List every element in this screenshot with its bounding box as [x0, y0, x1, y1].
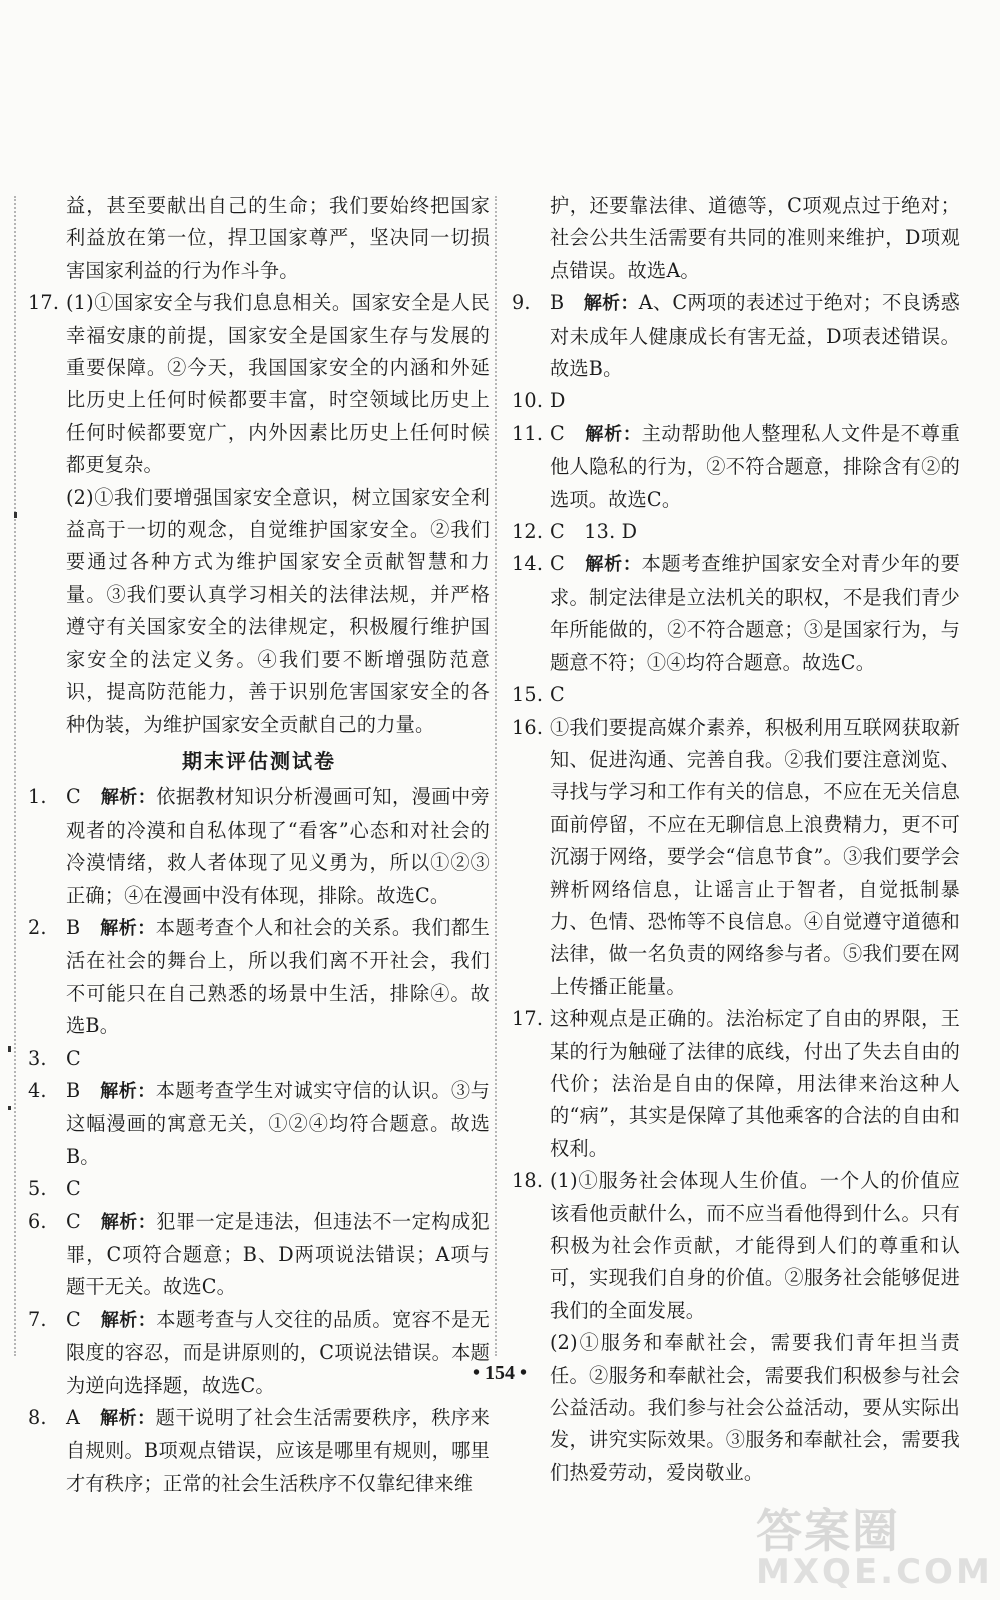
left-margin-dots — [14, 196, 16, 1356]
analysis-label: 解析： — [100, 1408, 156, 1430]
question-number: 15. — [512, 683, 544, 707]
answer-choice: C — [66, 1046, 81, 1070]
analysis-label: 解析： — [100, 1211, 157, 1233]
answer-choice: B — [550, 291, 565, 315]
answer-item — [512, 516, 960, 548]
answer-text: (1)①服务社会体现人生价值。一个人的价值应该看他贡献什么，而不应当看他得到什么。只有积极为社会作贡献，才能得到人们的尊重和认可，实现我们自身的价值。②服务社会能够促进我们的全面发展。 — [550, 1169, 960, 1322]
analysis-text: 本题考查个人和社会的关系。我们都生活在社会的舞台上，所以我们离不开社会，我们不可能只在自己熟悉的场景中生活，排除④。故选B。 — [66, 915, 490, 1038]
answer-choice: C — [550, 421, 565, 445]
answer-text: 益，甚至要献出自己的生命；我们要始终把国家利益放在第一位，捍卫国家尊严，坚决同一切损害国家利益的行为作斗争。 — [66, 194, 490, 282]
scan-speck — [14, 512, 17, 518]
scan-speck — [8, 1106, 11, 1110]
question-number: 8. — [28, 1406, 47, 1430]
answer-item — [28, 1043, 490, 1075]
answer-item — [28, 1173, 490, 1205]
answer-item — [28, 1402, 490, 1500]
analysis-label: 解析： — [585, 554, 642, 576]
question-number: 3. — [28, 1046, 47, 1070]
answer-text: (2)①服务和奉献社会，需要我们青年担当责任。②服务和奉献社会，需要我们积极参与社会公益活动。我们参与社会公益活动，要从实际出发，讲究实际效果。③服务和奉献社会，需要我们热爱劳动，爱岗敬业。 — [550, 1331, 960, 1484]
answer-text: ①我们要提高媒介素养，积极利用互联网获取新知、促进沟通、完善自我。②我们要注意浏览、寻找与学习和工作有关的信息，不应在无关信息面前停留，不应在无聊信息上浪费精力，更不可沉溺于网络，要学会“信息节食”。③我们要学会辨析网络信息，让谣言止于智者，自觉抵制暴力、色情、恐怖等不良信息。④自觉遵守道德和法律，做一名负责的网络参与者。⑤我们要在网上传播正能量。 — [550, 715, 960, 998]
question-number: 2. — [28, 915, 47, 939]
analysis-text: 依据教材知识分析漫画可知，漫画中旁观者的冷漠和自私体现了“看客”心态和对社会的冷漠情绪，救人者体现了见义勇为，所以①②③正确；④在漫画中没有体现，排除。故选C。 — [66, 785, 490, 907]
analysis-text: 本题考查维护国家安全对青少年的要求。制定法律是立法机关的职权，不是我们青少年所能做的，②不符合题意；③是国家行为，与题意不符；①④均符合题意。故选C。 — [550, 552, 961, 674]
watermark-logo-text: 答案圈 — [756, 1504, 900, 1558]
question-number: 17. — [512, 1007, 544, 1031]
question-number: 14. — [512, 552, 544, 576]
page-number: • 154 • — [472, 1362, 527, 1384]
answer-17 — [28, 287, 490, 741]
answer-text: 护，还要靠法律、道德等，C项观点过于绝对；社会公共生活需要有共同的准则来维护，D项观点错误。故选A。 — [550, 194, 960, 282]
answer-item — [512, 287, 960, 385]
answer-18 — [512, 1165, 960, 1489]
answer-choice: D — [550, 389, 566, 413]
answer-text: (2)①我们要增强国家安全意识，树立国家安全利益高于一切的观念，自觉维护国家安全。②我们要通过各种方式为维护国家安全贡献智慧和力量。③我们要认真学习相关的法律法规，并严格遵守有关国家安全的法律规定，积极履行维护国家安全的法定义务。④我们要不断增强防范意识，提高防范能力，善于识别危害国家安全的各种伪装，为维护国家安全贡献自己的力量。 — [66, 485, 490, 736]
scan-speck — [8, 1046, 11, 1052]
answer-choice: C 13. D — [550, 520, 638, 544]
question-number: 1. — [28, 785, 47, 809]
column-divider — [495, 196, 497, 1356]
answer-choice: C — [550, 683, 565, 707]
analysis-label: 解析： — [100, 917, 156, 939]
answer-item — [512, 385, 960, 417]
watermark-url: MXQE.COM — [756, 1552, 993, 1592]
question-number: 9. — [512, 291, 531, 315]
answer-8-continued — [512, 190, 960, 287]
answer-text: (1)①国家安全与我们息息相关。国家安全是人民幸福安康的前提，国家安全是国家生存与发展的重要保障。②今天，我国国家安全的内涵和外延比历史上任何时候都要丰富，时空领域比历史上任何时候都要宽广，内外因素比历史上任何时候都更复杂。 — [66, 291, 490, 477]
answer-item — [512, 418, 960, 516]
answer-item — [512, 548, 960, 679]
analysis-label: 解析： — [100, 1309, 157, 1331]
question-number: 16. — [512, 715, 544, 739]
question-number: 5. — [28, 1177, 47, 1201]
answer-choice: B — [66, 1078, 81, 1102]
analysis-text: 本题考查与人交往的品质。宽容不是无限度的容忍，而是讲原则的，C项说法错误。本题为逆向选择题，故选C。 — [66, 1307, 490, 1397]
analysis-text: 题干说明了社会生活需要秩序，秩序来自规则。B项观点错误，应该是哪里有规则，哪里才有秩序；正常的社会生活秩序不仅靠纪律来维 — [66, 1406, 490, 1495]
answer-choice: C — [66, 785, 81, 809]
question-number: 12. — [512, 520, 544, 544]
right-column — [512, 190, 960, 1489]
answer-choice: B — [66, 915, 81, 939]
analysis-label: 解析： — [100, 787, 157, 809]
answer-item — [28, 1304, 490, 1402]
question-number: 18. — [512, 1169, 544, 1193]
answer-item — [28, 912, 490, 1043]
analysis-text: A、C两项的表述过于绝对；不良诱惑对未成年人健康成长有害无益，D项表述错误。故选B。 — [550, 291, 961, 381]
answer-choice: C — [66, 1209, 81, 1233]
question-number: 10. — [512, 389, 544, 413]
answer-item — [512, 712, 960, 1004]
answer-item — [28, 1075, 490, 1173]
answer-item — [512, 1003, 960, 1165]
analysis-text: 本题考查学生对诚实守信的认识。③与这幅漫画的寓意无关，①②④均符合题意。故选B。 — [66, 1078, 490, 1168]
section-title: 期末评估测试卷 — [182, 748, 336, 773]
left-column — [28, 190, 490, 1500]
answer-choice: C — [550, 552, 565, 576]
question-number: 11. — [512, 421, 544, 445]
answer-choice: C — [66, 1177, 81, 1201]
answer-item — [512, 679, 960, 711]
answer-choice: C — [66, 1307, 81, 1331]
question-number: 6. — [28, 1209, 47, 1233]
analysis-label: 解析： — [583, 293, 639, 315]
answer-choice: A — [66, 1406, 81, 1430]
answer-item — [28, 781, 490, 912]
question-number: 7. — [28, 1307, 47, 1331]
site-watermark — [756, 1504, 993, 1592]
question-number: 4. — [28, 1078, 47, 1102]
analysis-text: 犯罪一定是违法，但违法不一定构成犯罪，C项符合题意；B、D两项说法错误；A项与题干无关。故选C。 — [66, 1209, 490, 1299]
answer-item — [28, 1206, 490, 1304]
analysis-label: 解析： — [585, 423, 642, 445]
analysis-label: 解析： — [100, 1080, 156, 1102]
answer-text: 这种观点是正确的。法治标定了自由的界限，王某的行为触碰了法律的底线，付出了失去自由的代价；法治是自由的保障，用法律来治这种人的“病”，其实是保障了其他乘客的合法的自由和权利。 — [550, 1007, 960, 1160]
analysis-text: 主动帮助他人整理私人文件是不尊重他人隐私的行为，②不符合题意，排除含有②的选项。故选C。 — [550, 421, 961, 511]
answer-16-continued — [28, 190, 490, 287]
question-number: 17. — [28, 291, 60, 315]
